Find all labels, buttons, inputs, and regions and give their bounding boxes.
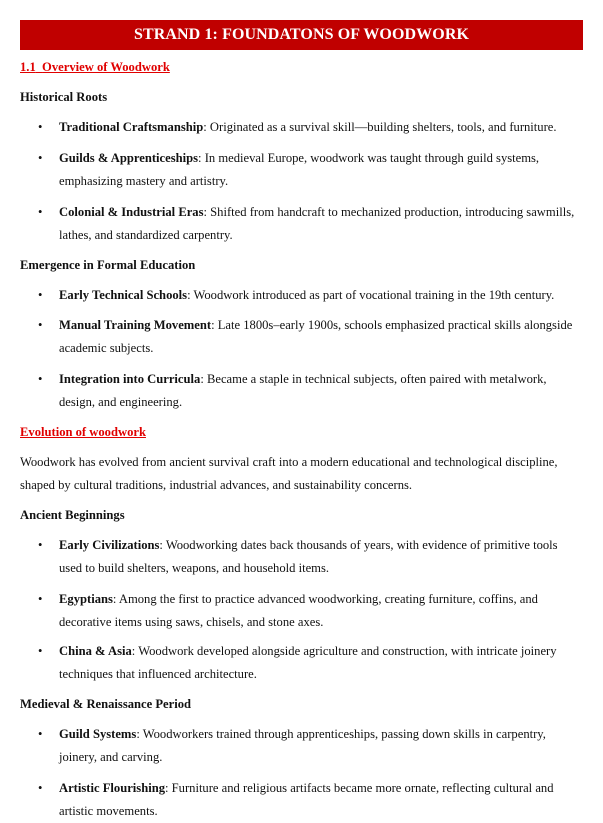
item-text: : In medieval Europe, woodwork was taught through guild systems, emphasizing mastery and artistry. [59, 151, 540, 188]
bullet-glyph: • [38, 120, 43, 134]
strand-title-banner [20, 20, 583, 50]
bullet-glyph: • [38, 781, 43, 795]
bullet-glyph: • [38, 592, 43, 606]
item-term: Early Civilizations [59, 538, 160, 552]
bullet-glyph: • [38, 372, 43, 386]
item-term: China & Asia [59, 644, 132, 658]
bullet-glyph: • [38, 727, 43, 741]
item-text: : Woodwork introduced as part of vocational training in the 19th century. [187, 288, 555, 302]
item-text: : Shifted from handcraft to mechanized production, introducing sawmills, lathes, and standardized carpentry. [59, 205, 575, 242]
item-term: Integration into Curricula [59, 372, 201, 386]
ancient-beginnings-heading: Ancient Beginnings [20, 508, 125, 522]
strand-title: STRAND 1: FOUNDATONS OF WOODWORK [133, 26, 470, 43]
item-text: : Late 1800s–early 1900s, schools emphasized practical skills alongside academic subjects. [59, 318, 573, 355]
item-term: Artistic Flourishing [59, 781, 165, 795]
item-text: : Woodworkers trained through apprenticeships, passing down skills in carpentry, joinery, and carving. [59, 727, 546, 764]
item-term: Traditional Craftsmanship [59, 120, 204, 134]
bullet-glyph: • [38, 538, 43, 552]
item-term: Colonial & Industrial Eras [59, 205, 204, 219]
item-term: Egyptians [59, 592, 113, 606]
evolution-intro-paragraph: Woodwork has evolved from ancient survival craft into a modern educational and technological discipline, shaped by cultural traditions, industrial advances, and sustainability concerns. [20, 455, 558, 492]
formal-education-heading: Emergence in Formal Education [20, 258, 196, 272]
item-text: : Woodworking dates back thousands of years, with evidence of primitive tools used to build shelters, weapons, and household items. [59, 538, 558, 575]
item-term: Guilds & Apprenticeships [59, 151, 199, 165]
bullet-glyph: • [38, 644, 43, 658]
item-text: : Furniture and religious artifacts became more ornate, reflecting cultural and artistic movements. [59, 781, 554, 818]
bullet-glyph: • [38, 318, 43, 332]
section-1-1-heading[interactable] [20, 60, 170, 75]
item-text: : Originated as a survival skill—building shelters, tools, and furniture. [203, 120, 557, 134]
item-text: : Among the first to practice advanced woodworking, creating furniture, coffins, and decorative items using saws, chisels, and stone axes. [59, 592, 538, 629]
item-text: : Became a staple in technical subjects, often paired with metalwork, design, and engineering. [59, 372, 547, 409]
historical-roots-heading: Historical Roots [20, 90, 108, 104]
evolution-of-woodwork-heading[interactable]: Evolution of woodwork [20, 425, 146, 439]
item-term: Guild Systems [59, 727, 137, 741]
item-term: Early Technical Schools [59, 288, 188, 302]
item-text: : Woodwork developed alongside agriculture and construction, with intricate joinery techniques that influenced architecture. [59, 644, 557, 681]
section-title: Overview of Woodwork [42, 60, 170, 74]
section-number: 1.1 [20, 60, 36, 74]
medieval-renaissance-heading: Medieval & Renaissance Period [20, 697, 192, 711]
bullet-glyph: • [38, 151, 43, 165]
item-term: Manual Training Movement [59, 318, 212, 332]
bullet-glyph: • [38, 288, 43, 302]
bullet-glyph: • [38, 205, 43, 219]
